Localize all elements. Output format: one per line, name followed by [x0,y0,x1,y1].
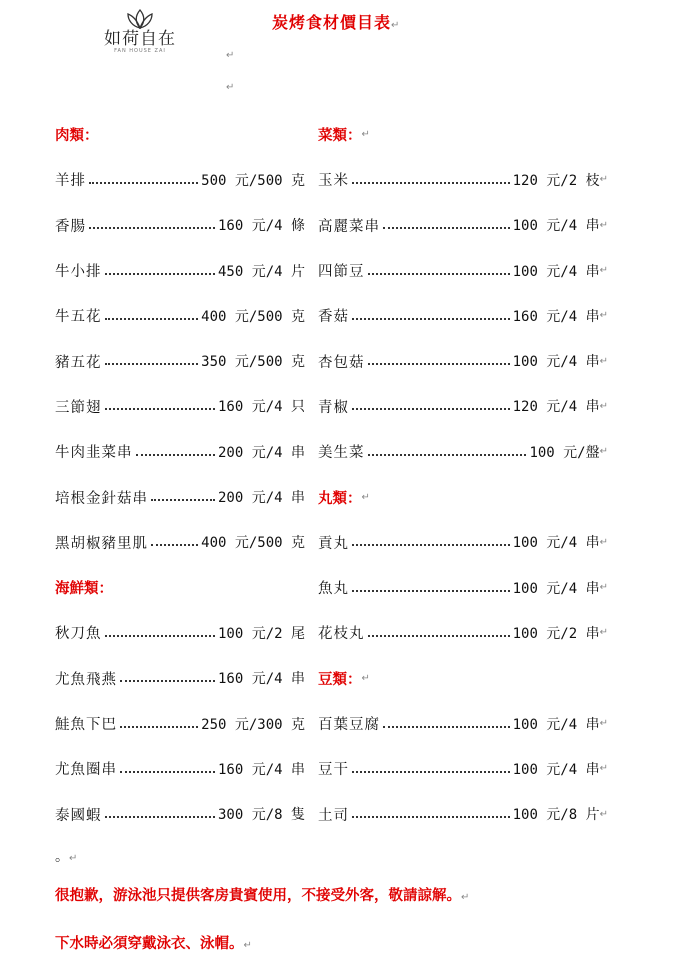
item-name: 鮭魚下巴 [55,717,117,733]
item-name: 杏包菇 [318,354,365,371]
item-name: 香菇 [318,309,349,326]
item-name: 黑胡椒豬里肌 [55,535,148,552]
paragraph-mark: ↵ [391,20,401,31]
item-price: 250 元/300 克 [201,716,305,733]
item-name: 培根金針菇串 [55,490,148,507]
menu-item [55,701,305,746]
menu-item [55,384,305,429]
paragraph-mark: ↵ [599,627,608,639]
menu-item [55,791,305,836]
item-name: 魚丸 [318,581,349,598]
item-name: 土司 [318,807,349,824]
menu-item [318,248,608,293]
left-price-column [55,112,305,837]
dot-leader [120,771,215,773]
dot-leader [105,363,199,365]
item-name: 牛五花 [55,309,102,326]
menu-item [55,293,305,338]
dot-leader [89,182,198,184]
dot-leader [352,590,510,592]
dot-leader [105,318,199,320]
category-heading [55,565,305,610]
item-price: 160 元/4 條 [217,218,305,235]
item-name: 尤魚飛燕 [55,671,117,688]
paragraph-mark: ↵ [461,892,470,903]
category-label: 丸類： [318,489,362,507]
category-heading [318,112,608,157]
menu-item [318,293,608,338]
paragraph-mark: ↵ [599,355,608,367]
category-label: 菜類： [318,127,362,145]
menu-item [55,338,305,383]
menu-item [55,610,305,655]
menu-item [55,520,305,565]
item-price: 100 元/盤 [529,444,600,461]
item-name: 百葉豆腐 [318,717,380,733]
footer-dot-line [55,842,675,872]
paragraph-mark: ↵ [599,400,608,412]
title-text: 炭烤食材價目表 [272,13,392,32]
menu-item [318,157,608,202]
menu-item [55,656,305,701]
paragraph-mark: ↵ [599,446,608,458]
dot-leader [368,635,510,637]
item-name: 秋刀魚 [55,626,102,643]
dot-leader [151,544,198,546]
paragraph-mark: ↵ [599,536,608,548]
paragraph-mark: ↵ [226,50,235,61]
item-name: 牛肉韭菜串 [55,445,133,462]
menu-item [55,248,305,293]
item-name: 美生菜 [318,445,365,462]
item-price: 100 元/4 串 [512,716,600,733]
paragraph-mark: ↵ [361,672,370,684]
menu-item [318,520,608,565]
item-price: 100 元/4 串 [512,218,600,235]
footer-notes [55,842,675,968]
item-name: 牛小排 [55,264,102,281]
item-price: 100 元/8 片 [512,807,600,824]
menu-item [318,338,608,383]
lotus-icon [122,8,158,30]
menu-item [318,429,608,474]
paragraph-mark: ↵ [361,491,370,503]
dot-leader [368,363,510,365]
footer-dot: 。 [55,849,69,865]
dot-leader [352,816,510,818]
item-price: 400 元/500 克 [201,535,305,552]
paragraph-mark: ↵ [599,718,608,729]
logo-text: 如荷自在 [104,29,176,49]
menu-item [55,157,305,202]
logo [92,8,188,68]
paragraph-mark: ↵ [361,129,370,141]
menu-item [318,746,608,791]
dot-leader [368,454,527,456]
category-label: 豆類： [318,670,362,688]
menu-item [55,429,305,474]
item-price: 450 元/4 片 [217,263,305,280]
dot-leader [352,771,510,773]
item-price: 160 元/4 串 [217,761,305,778]
item-price: 350 元/500 克 [201,354,305,371]
paragraph-mark: ↵ [599,265,608,277]
menu-item [318,610,608,655]
item-name: 尤魚圈串 [55,762,117,779]
item-price: 120 元/4 串 [512,399,600,416]
category-heading [55,112,305,157]
swimwear-notice [55,920,675,968]
pool-notice-text: 很抱歉，游泳池只提供客房貴賓使用，不接受外客，敬請諒解。 [55,887,461,904]
menu-item [318,384,608,429]
menu-item [318,701,608,746]
item-price: 200 元/4 串 [217,444,305,461]
right-price-column [318,112,608,837]
item-price: 120 元/2 枝 [512,172,600,189]
pool-notice [55,872,675,920]
page-title [272,10,400,33]
item-price: 160 元/4 串 [217,671,305,688]
dot-leader [352,318,510,320]
item-price: 400 元/500 克 [201,308,305,325]
item-price: 160 元/4 串 [512,308,600,325]
dot-leader [136,454,215,456]
paragraph-mark: ↵ [599,310,608,322]
dot-leader [383,227,510,229]
item-price: 200 元/4 串 [217,490,305,507]
item-price: 100 元/4 串 [512,761,600,778]
category-heading [318,656,608,701]
item-name: 羊排 [55,173,86,190]
item-price: 100 元/4 串 [512,535,600,552]
category-heading [318,474,608,519]
dot-leader [105,635,215,637]
paragraph-mark: ↵ [599,174,608,186]
menu-item [318,203,608,248]
dot-leader [105,273,215,275]
item-price: 100 元/2 尾 [217,625,305,642]
paragraph-mark: ↵ [226,82,235,93]
menu-item [55,474,305,519]
logo-subtitle: FAN HOUSE ZAI [114,48,166,54]
item-price: 160 元/4 只 [217,399,305,416]
category-label: 肉類： [55,127,99,145]
item-name: 花枝丸 [318,626,365,643]
swimwear-notice-text: 下水時必須穿戴泳衣、泳帽。 [55,935,244,952]
item-price: 300 元/8 隻 [217,807,305,824]
paragraph-mark: ↵ [599,763,608,775]
category-label: 海鮮類： [55,580,113,598]
item-price: 100 元/4 串 [512,580,600,597]
dot-leader [120,726,198,728]
item-name: 高麗菜串 [318,218,380,235]
item-name: 貢丸 [318,535,349,552]
paragraph-mark: ↵ [599,808,608,820]
dot-leader [352,408,510,410]
paragraph-mark: ↵ [69,853,78,864]
dot-leader [368,273,510,275]
item-price: 100 元/2 串 [512,625,600,642]
menu-item [55,746,305,791]
item-name: 香腸 [55,218,86,235]
paragraph-mark: ↵ [599,219,608,231]
dot-leader [105,816,215,818]
menu-item [318,791,608,836]
paragraph-mark: ↵ [243,940,252,951]
dot-leader [89,227,215,229]
item-price: 500 元/500 克 [201,172,305,189]
item-price: 100 元/4 串 [512,263,600,280]
dot-leader [120,680,215,682]
dot-leader [383,726,510,728]
dot-leader [105,408,215,410]
dot-leader [352,182,510,184]
item-name: 玉米 [318,173,349,190]
dot-leader [352,544,510,546]
item-name: 泰國蝦 [55,807,102,824]
menu-item [55,203,305,248]
item-name: 四節豆 [318,264,365,281]
menu-item [318,565,608,610]
paragraph-mark: ↵ [599,582,608,594]
item-name: 三節翅 [55,399,102,416]
dot-leader [151,499,215,501]
item-name: 豆干 [318,762,349,779]
item-name: 青椒 [318,399,349,416]
item-price: 100 元/4 串 [512,354,600,371]
item-name: 豬五花 [55,354,102,371]
